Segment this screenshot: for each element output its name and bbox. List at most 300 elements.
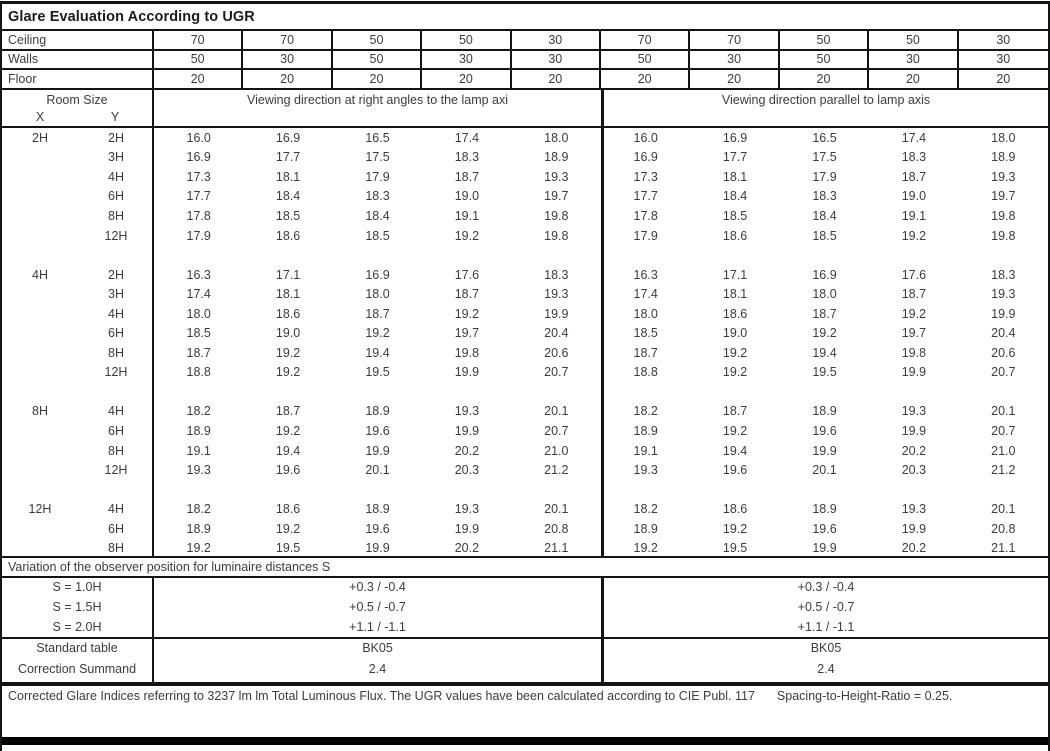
reflectance-value-cell: 50 <box>333 31 422 49</box>
ugr-value-cell: 20.2 <box>901 541 927 556</box>
ugr-value-cell: 18.0 <box>186 306 211 321</box>
ugr-value-cell: 19.5 <box>275 541 301 556</box>
ugr-value-cell: 19.2 <box>812 326 837 341</box>
y-axis-label: Y <box>110 109 120 124</box>
ugr-value-cell: 17.9 <box>633 228 658 243</box>
ugr-value-cell: 18.3 <box>365 189 390 204</box>
room-size-y-cell: 6H <box>108 521 124 536</box>
ugr-value-cell: 17.9 <box>812 169 837 184</box>
variation-value-cell: +0.3 / -0.4 <box>601 578 1048 598</box>
reflectance-value-cell: 70 <box>601 31 690 49</box>
ugr-value-cell: 19.9 <box>812 443 837 458</box>
ugr-value-cell: 17.7 <box>275 150 301 165</box>
ugr-value-cell: 19.3 <box>186 463 211 478</box>
ugr-value-cell: 19.3 <box>454 502 480 517</box>
reflectance-value-cell: 50 <box>780 51 869 69</box>
data-row <box>2 421 1048 441</box>
ugr-value-cell: 19.6 <box>275 463 301 478</box>
variation-header: Variation of the observer position for luminaire distances S <box>2 558 1048 578</box>
ugr-value-cell: 16.0 <box>186 130 211 145</box>
ugr-value-cell: 21.1 <box>991 541 1016 556</box>
data-rows <box>2 128 1048 558</box>
ugr-value-cell: 18.7 <box>901 287 927 302</box>
data-row <box>2 167 1048 187</box>
ugr-value-cell: 20.8 <box>991 521 1016 536</box>
ugr-value-cell: 17.5 <box>812 150 837 165</box>
reflectance-value-cell: 20 <box>422 70 511 88</box>
data-row <box>2 538 1048 558</box>
ugr-value-cell: 16.9 <box>722 130 748 145</box>
room-size-x-cell <box>2 460 78 480</box>
ugr-value-cell: 19.9 <box>991 306 1016 321</box>
room-size-y-cell: 8H <box>108 443 124 458</box>
room-size-x-cell: 2H <box>32 130 48 145</box>
summary-value-cell: 2.4 <box>368 662 387 677</box>
room-size-y-cell: 8H <box>108 345 124 360</box>
room-size-y-cell: 12H <box>104 228 128 243</box>
ugr-value-cell: 19.9 <box>365 443 390 458</box>
reflectance-value-cell: 20 <box>512 70 601 88</box>
room-size-x-cell <box>2 284 78 304</box>
ugr-value-cell: 16.9 <box>365 267 390 282</box>
ugr-value-cell: 19.6 <box>365 521 390 536</box>
ugr-value-cell: 19.7 <box>991 189 1016 204</box>
room-size-y-cell: 12H <box>104 463 128 478</box>
room-size-x-cell <box>2 323 78 343</box>
reflectance-value-cell: 50 <box>154 51 243 69</box>
ugr-value-cell: 19.9 <box>454 521 480 536</box>
ugr-value-cell: 18.9 <box>633 423 658 438</box>
ugr-value-cell: 19.3 <box>991 287 1016 302</box>
ugr-value-cell: 18.0 <box>991 130 1016 145</box>
reflectance-value-cell: 20 <box>154 70 243 88</box>
variation-value-cell: +0.5 / -0.7 <box>601 597 1048 617</box>
ugr-value-cell: 20.2 <box>454 443 480 458</box>
ugr-value-cell: 21.0 <box>991 443 1016 458</box>
ugr-value-cell: 17.4 <box>633 287 658 302</box>
variation-row <box>2 617 1048 637</box>
data-row <box>2 304 1048 324</box>
ugr-value-cell: 18.7 <box>812 306 837 321</box>
ugr-value-cell: 20.2 <box>454 541 480 556</box>
ugr-value-cell: 19.3 <box>544 169 569 184</box>
ugr-value-cell: 19.2 <box>901 306 927 321</box>
ugr-value-cell: 17.5 <box>365 150 390 165</box>
data-row <box>2 265 1048 285</box>
ugr-value-cell: 19.0 <box>454 189 480 204</box>
half-divider-line <box>601 128 604 556</box>
variation-value-cell: +1.1 / -1.1 <box>349 619 406 634</box>
ugr-value-cell: 21.2 <box>544 463 569 478</box>
ugr-value-cell: 19.2 <box>454 306 480 321</box>
variation-row-label: S = 2.0H <box>2 617 154 637</box>
footer-text-shr: Spacing-to-Height-Ratio = 0.25. <box>776 688 953 703</box>
ugr-value-cell: 21.1 <box>544 541 569 556</box>
ugr-value-cell: 17.3 <box>186 169 211 184</box>
ugr-value-cell: 19.6 <box>722 463 748 478</box>
reflectance-value-cell: 70 <box>690 31 779 49</box>
variation-value-cell: +0.5 / -0.7 <box>349 600 406 615</box>
room-size-x-cell <box>2 363 78 383</box>
reflectance-value-cell: 50 <box>333 51 422 69</box>
ugr-value-cell: 18.7 <box>901 169 927 184</box>
room-size-y-cell: 3H <box>108 287 124 302</box>
ugr-value-cell: 19.4 <box>722 443 748 458</box>
reflectance-value-cell: 20 <box>996 71 1011 86</box>
ugr-value-cell: 19.8 <box>901 345 927 360</box>
room-size-y-cell: 6H <box>108 326 124 341</box>
summary-value-cell: 2.4 <box>601 657 1048 682</box>
ugr-value-cell: 19.9 <box>365 541 390 556</box>
ugr-value-cell: 19.1 <box>454 208 480 223</box>
data-row <box>2 148 1048 168</box>
ugr-value-cell: 18.6 <box>275 306 301 321</box>
room-size-x-cell <box>2 226 78 246</box>
room-size-y-cell: 2H <box>108 130 124 145</box>
ugr-value-cell: 18.9 <box>186 423 211 438</box>
room-size-x-cell <box>2 304 78 324</box>
ugr-value-cell: 19.6 <box>812 423 837 438</box>
ugr-value-cell: 19.3 <box>454 404 480 419</box>
ugr-value-cell: 16.3 <box>186 267 211 282</box>
variation-row-label: S = 1.5H <box>2 597 154 617</box>
ugr-value-cell: 19.0 <box>901 189 927 204</box>
data-row <box>2 206 1048 226</box>
column-header-row <box>2 90 1048 129</box>
data-row <box>2 519 1048 539</box>
ugr-value-cell: 18.3 <box>544 267 569 282</box>
reflectance-value-cell: 50 <box>601 51 690 69</box>
data-row <box>2 323 1048 343</box>
ugr-value-cell: 18.5 <box>633 326 658 341</box>
variation-row-label: S = 1.0H <box>2 578 154 598</box>
ugr-value-cell: 17.1 <box>275 267 301 282</box>
summary-row-label: Standard table <box>2 639 154 657</box>
reflectance-value-cell: 20 <box>601 70 690 88</box>
room-size-x-cell <box>2 187 78 207</box>
reflectance-value-cell: 20 <box>690 70 779 88</box>
ugr-value-cell: 17.7 <box>633 189 658 204</box>
ugr-value-cell: 19.3 <box>901 502 927 517</box>
ugr-value-cell: 18.3 <box>812 189 837 204</box>
ugr-value-cell: 18.2 <box>633 502 658 517</box>
section-gap-row <box>2 480 1048 500</box>
reflectance-value-cell: 30 <box>996 32 1011 47</box>
ugr-value-cell: 19.8 <box>991 228 1016 243</box>
ugr-value-cell: 18.4 <box>365 208 390 223</box>
ugr-value-cell: 19.7 <box>901 326 927 341</box>
reflectance-value-cell: 30 <box>996 52 1011 67</box>
viewing-direction-right-header: Viewing direction parallel to lamp axis <box>601 90 1048 127</box>
surface-row-label: Ceiling <box>2 31 154 49</box>
ugr-value-cell: 20.7 <box>544 365 569 380</box>
label-divider-line <box>152 128 154 556</box>
ugr-value-cell: 16.0 <box>633 130 658 145</box>
ugr-value-cell: 18.9 <box>365 404 390 419</box>
ugr-value-cell: 18.3 <box>901 150 927 165</box>
ugr-value-cell: 19.2 <box>722 423 748 438</box>
ugr-value-cell: 18.9 <box>812 404 837 419</box>
reflectance-value-cell: 20 <box>869 70 958 88</box>
viewing-direction-left-header: Viewing direction at right angles to the lamp axi <box>246 92 509 107</box>
room-size-y-cell: 6H <box>108 423 124 438</box>
ugr-value-cell: 20.2 <box>901 443 927 458</box>
ugr-value-cell: 18.9 <box>186 521 211 536</box>
ugr-value-cell: 17.6 <box>454 267 480 282</box>
reflectance-value-cell: 30 <box>243 51 332 69</box>
x-axis-label: X <box>35 109 45 124</box>
summary-rows <box>2 637 1048 682</box>
ugr-value-cell: 18.7 <box>722 404 748 419</box>
ugr-value-cell: 18.5 <box>722 208 748 223</box>
ugr-value-cell: 17.3 <box>633 169 658 184</box>
ugr-value-cell: 18.1 <box>275 169 301 184</box>
data-row <box>2 284 1048 304</box>
ugr-value-cell: 19.8 <box>454 345 480 360</box>
variation-value-cell: +1.1 / -1.1 <box>601 617 1048 637</box>
data-row <box>2 499 1048 519</box>
ugr-value-cell: 17.1 <box>722 267 748 282</box>
room-size-y-cell: 8H <box>108 208 124 223</box>
ugr-value-cell: 19.2 <box>901 228 927 243</box>
ugr-value-cell: 18.5 <box>186 326 211 341</box>
ugr-value-cell: 17.4 <box>454 130 480 145</box>
ugr-value-cell: 18.4 <box>722 189 748 204</box>
ugr-value-cell: 19.9 <box>901 365 927 380</box>
ugr-value-cell: 19.2 <box>722 521 748 536</box>
surface-row-label: Floor <box>2 70 154 88</box>
ugr-value-cell: 16.5 <box>365 130 390 145</box>
ugr-value-cell: 17.8 <box>186 208 211 223</box>
room-size-x-cell <box>2 421 78 441</box>
reflectance-value-cell: 30 <box>512 51 601 69</box>
ugr-value-cell: 21.2 <box>991 463 1016 478</box>
surface-rows <box>2 31 1048 90</box>
room-size-x-cell <box>2 538 78 558</box>
ugr-value-cell: 20.1 <box>812 463 837 478</box>
ugr-value-cell: 16.5 <box>812 130 837 145</box>
ugr-value-cell: 18.0 <box>544 130 569 145</box>
reflectance-value-cell: 70 <box>243 31 332 49</box>
ugr-value-cell: 19.9 <box>454 365 480 380</box>
reflectance-value-cell: 70 <box>154 31 243 49</box>
ugr-value-cell: 18.9 <box>633 521 658 536</box>
ugr-value-cell: 20.3 <box>901 463 927 478</box>
ugr-value-cell: 18.7 <box>454 169 480 184</box>
ugr-value-cell: 17.9 <box>186 228 211 243</box>
variation-row <box>2 578 1048 598</box>
ugr-value-cell: 18.4 <box>812 208 837 223</box>
reflectance-value-cell: 20 <box>780 70 869 88</box>
ugr-value-cell: 20.7 <box>991 365 1016 380</box>
ugr-value-cell: 18.6 <box>275 228 301 243</box>
ugr-value-cell: 19.2 <box>454 228 480 243</box>
ugr-value-cell: 19.2 <box>722 345 748 360</box>
ugr-value-cell: 19.2 <box>365 326 390 341</box>
summary-row-label: Correction Summand <box>2 657 154 682</box>
ugr-value-cell: 19.7 <box>454 326 480 341</box>
ugr-value-cell: 20.1 <box>991 502 1016 517</box>
room-size-y-cell: 8H <box>108 541 124 556</box>
room-size-y-cell: 4H <box>108 502 124 517</box>
ugr-value-cell: 16.9 <box>812 267 837 282</box>
ugr-value-cell: 18.6 <box>275 502 301 517</box>
summary-value-cell: BK05 <box>601 639 1048 657</box>
data-row <box>2 402 1048 422</box>
title-row <box>2 4 1048 31</box>
ugr-value-cell: 20.1 <box>991 404 1016 419</box>
ugr-value-cell: 18.7 <box>454 287 480 302</box>
ugr-value-cell: 18.1 <box>722 287 748 302</box>
ugr-value-cell: 18.3 <box>454 150 480 165</box>
ugr-value-cell: 18.6 <box>722 228 748 243</box>
summary-value-cell: BK05 <box>362 640 393 655</box>
ugr-value-cell: 18.0 <box>812 287 837 302</box>
ugr-value-cell: 18.9 <box>812 502 837 517</box>
ugr-value-cell: 18.8 <box>633 365 658 380</box>
room-size-x-cell <box>2 148 78 168</box>
reflectance-value-cell: 50 <box>780 31 869 49</box>
ugr-value-cell: 19.6 <box>812 521 837 536</box>
ugr-value-cell: 19.0 <box>275 326 301 341</box>
ugr-value-cell: 19.5 <box>365 365 390 380</box>
ugr-value-cell: 16.9 <box>633 150 658 165</box>
ugr-value-cell: 18.1 <box>722 169 748 184</box>
ugr-value-cell: 19.5 <box>722 541 748 556</box>
room-size-x-cell: 4H <box>32 267 48 282</box>
room-size-y-cell: 2H <box>108 267 124 282</box>
room-size-header <box>2 90 154 127</box>
ugr-value-cell: 19.9 <box>901 521 927 536</box>
ugr-value-cell: 19.7 <box>544 189 569 204</box>
ugr-value-cell: 18.4 <box>275 189 301 204</box>
ugr-value-cell: 19.1 <box>186 443 211 458</box>
ugr-value-cell: 18.7 <box>275 404 301 419</box>
ugr-value-cell: 18.9 <box>991 150 1016 165</box>
ugr-value-cell: 19.4 <box>275 443 301 458</box>
ugr-value-cell: 19.9 <box>812 541 837 556</box>
room-size-x-cell <box>2 206 78 226</box>
room-size-x-cell <box>2 343 78 363</box>
room-size-y-cell: 4H <box>108 404 124 419</box>
ugr-value-cell: 21.0 <box>544 443 569 458</box>
room-size-x-cell <box>2 519 78 539</box>
ugr-value-cell: 19.2 <box>722 365 748 380</box>
ugr-value-cell: 18.5 <box>365 228 390 243</box>
ugr-value-cell: 20.8 <box>544 521 569 536</box>
room-size-x-cell: 12H <box>28 502 52 517</box>
surface-row <box>2 51 1048 71</box>
ugr-value-cell: 19.1 <box>901 208 927 223</box>
ugr-value-cell: 18.6 <box>722 502 748 517</box>
section-gap-row <box>2 382 1048 402</box>
ugr-value-cell: 20.6 <box>991 345 1016 360</box>
ugr-value-cell: 18.7 <box>633 345 658 360</box>
ugr-value-cell: 20.6 <box>544 345 569 360</box>
ugr-value-cell: 19.2 <box>186 541 211 556</box>
ugr-value-cell: 16.3 <box>633 267 658 282</box>
ugr-value-cell: 19.9 <box>454 423 480 438</box>
ugr-value-cell: 17.6 <box>901 267 927 282</box>
ugr-value-cell: 19.4 <box>365 345 390 360</box>
reflectance-value-cell: 20 <box>243 70 332 88</box>
data-row <box>2 441 1048 461</box>
ugr-value-cell: 18.7 <box>365 306 390 321</box>
variation-row <box>2 597 1048 617</box>
ugr-value-cell: 17.7 <box>722 150 748 165</box>
surface-row <box>2 70 1048 90</box>
reflectance-value-cell: 30 <box>869 51 958 69</box>
ugr-value-cell: 19.3 <box>901 404 927 419</box>
room-size-label: Room Size <box>46 92 108 107</box>
ugr-value-cell: 19.2 <box>275 365 301 380</box>
room-size-x-cell <box>2 441 78 461</box>
ugr-value-cell: 19.9 <box>901 423 927 438</box>
surface-row-label: Walls <box>2 51 154 69</box>
room-size-x-cell: 8H <box>32 404 48 419</box>
ugr-value-cell: 20.1 <box>365 463 390 478</box>
room-size-y-cell: 4H <box>108 306 124 321</box>
reflectance-value-cell: 50 <box>869 31 958 49</box>
ugr-value-cell: 19.0 <box>722 326 748 341</box>
room-size-y-cell: 6H <box>108 189 124 204</box>
summary-row <box>2 657 1048 682</box>
ugr-value-cell: 18.9 <box>365 502 390 517</box>
data-row <box>2 128 1048 148</box>
ugr-value-cell: 19.3 <box>633 463 658 478</box>
ugr-value-cell: 16.9 <box>186 150 211 165</box>
ugr-data-area <box>2 128 1048 558</box>
ugr-value-cell: 18.6 <box>722 306 748 321</box>
ugr-value-cell: 20.7 <box>991 423 1016 438</box>
ugr-value-cell: 17.8 <box>633 208 658 223</box>
ugr-value-cell: 20.7 <box>544 423 569 438</box>
ugr-value-cell: 19.8 <box>544 228 569 243</box>
ugr-value-cell: 18.2 <box>186 404 211 419</box>
data-row <box>2 460 1048 480</box>
ugr-value-cell: 19.8 <box>544 208 569 223</box>
reflectance-value-cell: 30 <box>422 51 511 69</box>
ugr-value-cell: 18.8 <box>186 365 211 380</box>
ugr-value-cell: 20.4 <box>544 326 569 341</box>
ugr-value-cell: 18.0 <box>633 306 658 321</box>
surface-row <box>2 31 1048 51</box>
reflectance-value-cell: 30 <box>512 31 601 49</box>
ugr-value-cell: 20.3 <box>454 463 480 478</box>
ugr-value-cell: 19.2 <box>633 541 658 556</box>
room-size-y-cell: 12H <box>104 365 128 380</box>
room-size-y-cell: 3H <box>108 150 124 165</box>
ugr-value-cell: 19.4 <box>812 345 837 360</box>
section-gap-row <box>2 245 1048 265</box>
ugr-value-cell: 18.5 <box>275 208 301 223</box>
ugr-value-cell: 19.8 <box>991 208 1016 223</box>
data-row <box>2 187 1048 207</box>
ugr-value-cell: 18.2 <box>186 502 211 517</box>
ugr-value-cell: 20.1 <box>544 404 569 419</box>
variation-rows <box>2 578 1048 637</box>
ugr-value-cell: 19.3 <box>991 169 1016 184</box>
ugr-value-cell: 19.9 <box>544 306 569 321</box>
data-row <box>2 363 1048 383</box>
ugr-value-cell: 18.2 <box>633 404 658 419</box>
reflectance-value-cell: 20 <box>333 70 422 88</box>
ugr-value-cell: 20.4 <box>991 326 1016 341</box>
ugr-value-cell: 19.2 <box>275 521 301 536</box>
ugr-value-cell: 18.1 <box>275 287 301 302</box>
data-row <box>2 226 1048 246</box>
ugr-value-cell: 19.5 <box>812 365 837 380</box>
